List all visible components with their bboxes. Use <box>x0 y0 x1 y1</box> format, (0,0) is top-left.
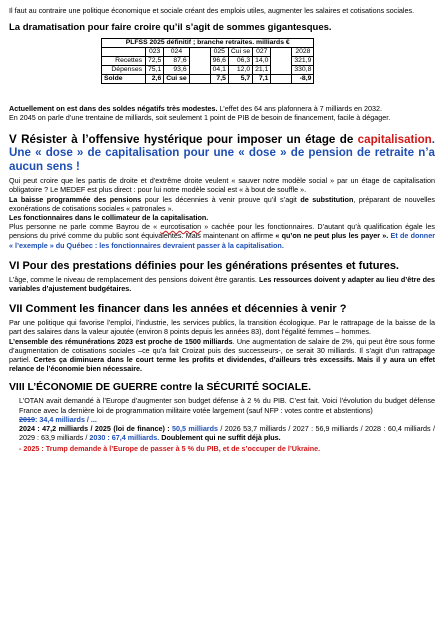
section-7-p2: L’ensemble des rémunérations 2023 est proche de 1500 milliards. Une augmentation de salaire de 2%, qui peut être sous forme d’augmentation de cotisations sociales –ce qu’a fait Croizat puis des successeurs-, ce serait 30 milliards. Il s’agit d’un rattrapage partiel. Certes ça diminuera dans le court terme les profits et dividendes, d’ailleurs très excessifs. Mais il y aura un effet relance de l’économie bien nécessaire. <box>9 336 435 374</box>
table-header-row: 023 024 025 Cui se 027 2028 <box>102 48 314 57</box>
section-6-p1: L’âge, comme le niveau de remplacement des pensions doivent être garantis. Les ressources doivent y adapter au lieu d’être des variables d’ajustement budgétaires. <box>9 274 435 293</box>
section-8-heading: VIII L’ÉCONOMIE DE GUERRE contre la SÉCURITÉ SOCIALE. <box>9 382 311 394</box>
soldes-2045: En 2045 on parle d’une trentaine de milliards, soit seulement 1 point de PIB de besoin de financement, facile à dégager. <box>9 113 391 123</box>
intro-paragraph: Il faut au contraire une politique économique et sociale créant des emplois utiles, augmenter les salaires et cotisations sociales. <box>9 6 415 15</box>
section-5-p2: La baisse programmée des pensions pour les décennies à venir prouve qu’il s’agit de substitution, préparant de nouvelles exonérations de cotisations sociales « patronales ». <box>9 194 435 213</box>
section-5-p1: Qui peut croire que les partis de droite et d’extrême droite veulent « sauver notre modèle social » par un étage de capitalisation obligatoire ? Le MEDEF est plus direct : pour lui notre modèle social est « à bout de souffle ». <box>9 176 435 195</box>
trump-line: - 2025 : Trump demande à l’Europe de passer à 5 % du PIB, et de s’occuper de l’Ukraine. <box>19 444 321 454</box>
table-row: Dépenses 75,1 93,6 04,1 12,0 21,1 330,8 <box>102 66 314 75</box>
table-title: PLFSS 2025 définitif ; branche retraites. milliards € <box>102 39 314 48</box>
soldes-paragraph: Actuellement on est dans des soldes négatifs très modestes. L’effet des 64 ans plafonnera à 7 milliards en 2032. <box>9 104 383 114</box>
section-5-p4: Plus personne ne parle comme Bayrou de « eurcotisation » cachée pour les fonctionnaires. D’autant qu’à qualification égale les pensions du privé comme du public sont équivalentes. Mais maintenant on affirme « qu’on ne peut plus les payer ». Et de donner « l’exemple » du Québec : les fonctionnaires devraient passer à la capitalisation. <box>9 222 436 250</box>
defense-budget-line: 2024 : 47,2 milliards / 2025 (loi de finance) : 50,5 milliards / 2026 53,7 milliards / 2027 : 56,9 milliards / 2028 : 60,4 milliards / 2029 : 63,9 milliards / 2030 : 67,4 milliards. Doublement qui ne suffit déjà plus. <box>19 423 435 443</box>
section-6-heading: VI Pour des prestations définies pour les générations présentes et futures. <box>9 259 399 272</box>
section-7-p1: Par une politique qui favorise l’emploi, l’industrie, les services publics, la transition écologique. Par le rattrapage de la baisse de la part des salaires dans la valeur ajoutée (environ 8 points depuis les années 83), dont l’égalité femmes – hommes. <box>9 318 435 337</box>
defense-2019: 2019: 34,4 milliards / ... <box>19 414 97 424</box>
section-8-p1: L’OTAN avait demandé à l’Europe d’augmenter son budget défense à 2 % du PIB. C’est fait. Voici l’évolution du budget défense France avec la dernière loi de programmation militaire votée largement (sauf NFP : votes contre et abstentions) <box>19 396 435 415</box>
table-row-solde: Solde 2,6 Cui se 7,5 5,7 7,1 -8,9 <box>102 75 314 84</box>
table-row: Recettes 72,5 87,6 96,6 06,3 14,0 321,9 <box>102 57 314 66</box>
section-7-heading: VII Comment les financer dans les années et décennies à venir ? <box>9 303 347 316</box>
section-5-p3: Les fonctionnaires dans le collimateur de la capitalisation. <box>9 212 209 222</box>
section-5-heading: V Résister à l’offensive hystérique pour imposer un étage de capitalisation. Une « dose » de capitalisation pour une « dose » de pension de retraite n’a aucun sens ! <box>9 132 435 173</box>
dramatisation-heading: La dramatisation pour faire croire qu’il s’agit de sommes gigantesques. <box>9 22 332 34</box>
plfss-table <box>101 38 314 84</box>
